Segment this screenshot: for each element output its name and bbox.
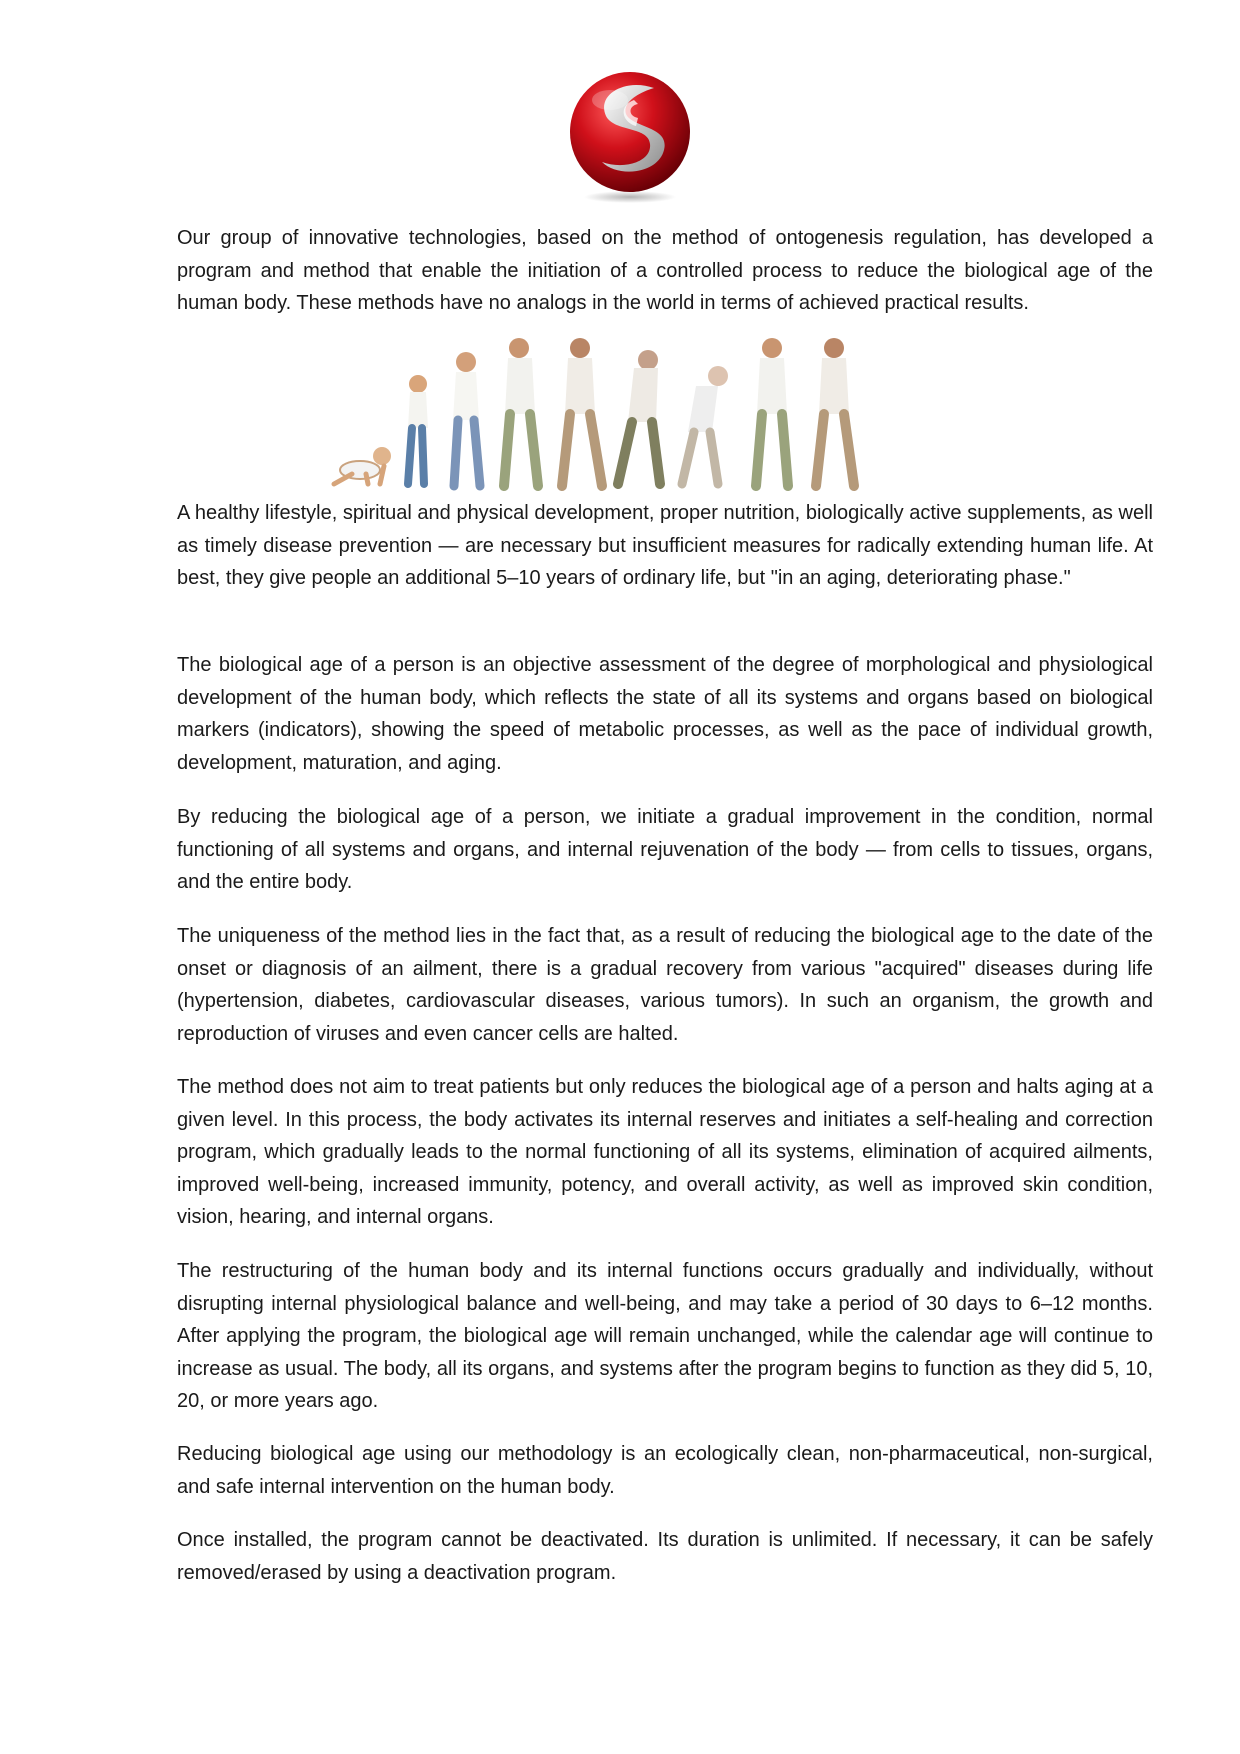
paragraph-biological-age-definition: The biological age of a person is an objective assessment of the degree of morphological and physiological development of the human body, which reflects the state of all its systems and organs based on biological markers (indicators), showing the speed of metabolic processes, as well as the pace of individual growth, development, maturation, and aging. xyxy=(177,654,1153,774)
figure-baby xyxy=(334,447,391,484)
figure-child xyxy=(408,375,428,484)
paragraph-uniqueness: The uniqueness of the method lies in the fact that, as a result of reducing the biological age to the date of the onset or diagnosis of an ailment, there is a gradual recovery from various "acquired" diseases during life (hypertension, diabetes, cardiovascular diseases, various tumors). In such an organism, the growth and reproduction of viruses and even cancer cells are halted. xyxy=(177,925,1153,1045)
figure-elderly xyxy=(682,366,728,484)
red-sphere-s-logo-icon xyxy=(566,70,694,204)
figure-adult-renewed xyxy=(756,338,788,486)
figure-adult xyxy=(562,338,602,486)
paragraph-healthy-lifestyle: A healthy lifestyle, spiritual and physical development, proper nutrition, biologically active supplements, as well as timely disease prevention — are necessary but insufficient measures for radically extending human life. At best, they give people an additional 5–10 years of ordinary life, but "in an aging, deteriorating phase." xyxy=(177,502,1153,589)
paragraph-method-aim: The method does not aim to treat patients but only reduces the biological age of a person and halts aging at a given level. In this process, the body activates its internal reserves and initiates a self-healing and correction program, which gradually leads to the normal functioning of all its systems, elimination of acquired ailments, improved well-being, increased immunity, potency, and overall activity, as well as improved skin condition, vision, hearing, and internal organs. xyxy=(177,1076,1153,1228)
paragraph-once-installed: Once installed, the program cannot be deactivated. Its duration is unlimited. If necessary, it can be safely removed/erased by using a deactivation program. xyxy=(177,1529,1153,1584)
paragraph-ecologically-clean: Reducing biological age using our methodology is an ecologically clean, non-pharmaceutical, non-surgical, and safe internal intervention on the human body. xyxy=(177,1443,1153,1498)
paragraph-restructuring: The restructuring of the human body and its internal functions occurs gradually and individually, without disrupting internal physiological balance and well-being, and may take a period of 30 days to 6–12 months. After applying the program, the biological age will remain unchanged, while the calendar age will continue to increase as usual. The body, all its organs, and systems after the program begins to function as they did 5, 10, 20, or more years ago. xyxy=(177,1260,1153,1412)
human-aging-progression-illustration-icon xyxy=(326,334,920,492)
intro-paragraph: Our group of innovative technologies, based on the method of ontogenesis regulation, has developed a program and method that enable the initiation of a controlled process to reduce the biological age of the human body. These methods have no analogs in the world in terms of achieved practical results. xyxy=(177,227,1153,314)
figure-young-adult xyxy=(504,338,538,486)
paragraph-reducing-biological-age: By reducing the biological age of a person, we initiate a gradual improvement in the condition, normal functioning of all systems and organs, and internal rejuvenation of the body — from cells to tissues, organs, and the entire body. xyxy=(177,806,1153,893)
figure-middle-aged xyxy=(618,350,660,484)
figure-youth xyxy=(453,352,480,486)
figure-adult-bearded xyxy=(816,338,854,486)
